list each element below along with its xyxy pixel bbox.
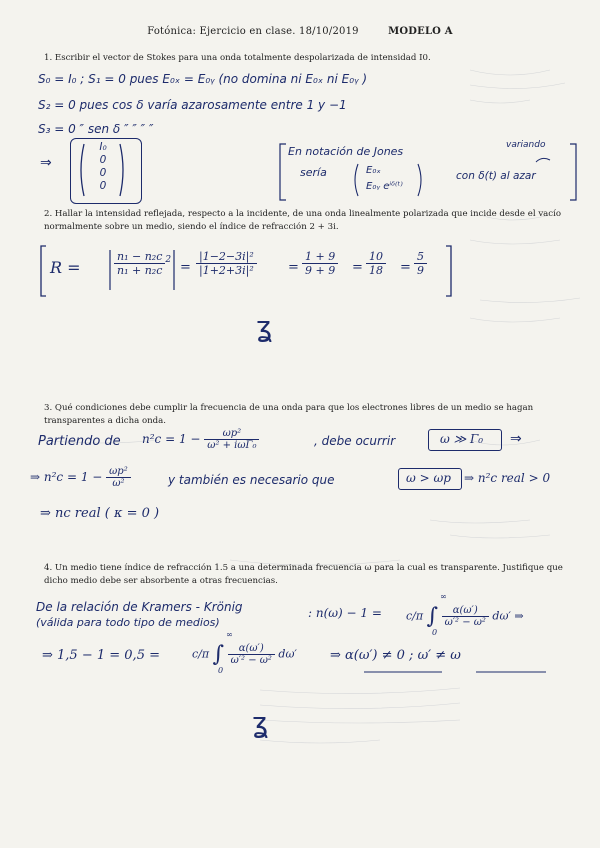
frac2-den: |1+2+3i|² <box>199 264 254 277</box>
answer1-line1: S₀ = I₀ ; S₁ = 0 pues E₀ₓ = E₀ᵧ (no domina ni E₀ₓ ni E₀ᵧ ) <box>38 72 368 86</box>
jones-vector <box>366 163 403 195</box>
answer2-eq2: = <box>288 260 299 275</box>
answer3-formula1-lhs: n²c = 1 − <box>142 432 205 446</box>
stokes-vector <box>88 141 118 193</box>
frac1-den: n₁ + n₂c <box>117 264 163 277</box>
answer2-frac1: $\frac{\text{n₁ − n₂c}}{\text{n₁ + n₂c}}$ $^2$ <box>114 250 171 277</box>
integral-sign-1: ∫ <box>426 604 439 629</box>
answer3-mid2: y también es necesario que <box>168 473 335 487</box>
answer2-eq1: = <box>180 260 191 275</box>
answer3-formula2-lhs: ⇒ n²c = 1 − <box>30 470 107 484</box>
answer4-dw2: dω′ <box>278 647 297 661</box>
answer4-c-over-pi-1: c/π <box>406 609 424 623</box>
frac4-num: 10 <box>366 250 386 264</box>
answer3-end2: ⇒ n²c real > 0 <box>464 471 551 485</box>
answer2-frac2 <box>196 250 257 277</box>
question-3: 3. Qué condiciones debe cumplir la frecuencia de una onda para que los electrones libres de un medio se hagan transparentes a dicha onda. <box>44 403 534 426</box>
frac5-num: 5 <box>414 250 427 264</box>
answer4-dw: dω′ ⇒ <box>492 609 524 623</box>
answer3-frac2-den: ω² <box>112 478 125 489</box>
answer3-frac1-num: ωp² <box>204 428 259 440</box>
frac1-num: n₁ − n₂c <box>114 250 165 264</box>
jones-note: con δ(t) al azar <box>456 170 536 182</box>
exam-title: Fotónica: Ejercicio en clase. 18/10/2019 <box>147 26 359 37</box>
integral2-lower: 0 <box>218 666 224 675</box>
answer3-box1-text: ω ≫ Γ₀ <box>440 432 484 446</box>
exam-header <box>0 26 600 37</box>
answer4-int1-num: α(ω′) <box>442 605 489 617</box>
answer3-box2-text: ω > ωp <box>406 471 451 485</box>
answer4-squiggle: ʓ <box>252 706 269 739</box>
answer3-formula2 <box>30 466 131 489</box>
answer2-eq4: = <box>400 260 411 275</box>
answer2-frac3 <box>302 250 338 277</box>
answer2-eq3: = <box>352 260 363 275</box>
frac3-num: 1 + 9 <box>302 250 338 264</box>
stokes-s1: 0 <box>99 154 107 166</box>
answer4-integral1 <box>406 604 524 629</box>
answer2-frac4 <box>366 250 386 277</box>
exam-model: MODELO A <box>388 26 453 37</box>
integral1-lower: 0 <box>432 628 438 637</box>
jones-title: En notación de Jones <box>288 145 404 158</box>
answer4-c-over-pi-2: c/π <box>192 647 210 661</box>
answer4-end: ⇒ α(ω′) ≠ 0 ; ω′ ≠ ω <box>330 648 461 663</box>
answer4-line1b: (válida para todo tipo de medios) <box>36 616 220 629</box>
answer3-line3: ⇒ nc real ( κ = 0 ) <box>40 506 160 521</box>
answer3-frac2-num: ωp² <box>106 466 131 478</box>
integral-sign-2: ∫ <box>212 642 225 667</box>
answer1-implies: ⇒ <box>40 155 52 171</box>
answer1-line3: S₃ = 0 ″ sen δ ″ ″ ″ ″ <box>38 122 154 136</box>
answer4-int2-num: α(ω′) <box>228 643 275 655</box>
frac4-den: 18 <box>369 264 383 277</box>
answer4-eq: : n(ω) − 1 = <box>308 606 382 620</box>
answer3-start: Partiendo de <box>38 434 121 449</box>
integral2-upper: ∞ <box>226 630 233 639</box>
answer2-squiggle: ʓ <box>256 310 273 343</box>
jones-word: sería <box>300 166 327 179</box>
question-1: 1. Escribir el vector de Stokes para una onda totalmente despolarizada de intensidad I0. <box>44 53 431 63</box>
jones-ex: E₀ₓ <box>366 165 381 176</box>
question-2: 2. Hallar la intensidad reflejada, respecto a la incidente, de una onda linealmente polarizada que incide desde el vacío normalmente sobre un medio, siendo el índice de refracción 2 + 3i. <box>44 209 562 232</box>
jones-ey: E₀ᵧ eⁱᵟ⁽ᵗ⁾ <box>366 181 403 192</box>
stokes-s0: I₀ <box>99 141 107 153</box>
stokes-s2: 0 <box>99 167 107 179</box>
answer2-lhs: R = <box>50 258 81 277</box>
answer2-frac5 <box>414 250 427 277</box>
frac3-den: 9 + 9 <box>305 264 336 277</box>
answer4-integral2 <box>192 642 297 667</box>
jones-note-top: variando <box>506 140 546 150</box>
frac5-den: 9 <box>417 264 424 277</box>
answer1-line2: S₂ = 0 pues cos δ varía azarosamente entre 1 y −1 <box>38 98 347 112</box>
answer4-int2-den: ω′² − ω² <box>230 655 272 666</box>
stokes-s3: 0 <box>99 180 107 192</box>
question-4: 4. Un medio tiene índice de refracción 1.5 a una determinada frecuencia ω para la cual es transparente. Justifique que dicho medio debe ser absorbente a otras frecuencias. <box>44 563 563 586</box>
answer3-implies: ⇒ <box>510 431 522 447</box>
answer3-formula1 <box>142 428 259 451</box>
answer3-mid1: , debe ocurrir <box>314 434 396 448</box>
answer4-underline <box>360 668 560 676</box>
answer3-frac1-den: ω² + iωΓ₀ <box>207 440 257 451</box>
answer4-line1a: De la relación de Kramers - Krönig <box>36 600 243 614</box>
answer4-int1-den: ω′² − ω² <box>444 617 486 628</box>
frac2-num: |1−2−3i|² <box>196 250 257 264</box>
integral1-upper: ∞ <box>440 592 447 601</box>
answer4-line2: ⇒ 1,5 − 1 = 0,5 = <box>42 648 160 663</box>
